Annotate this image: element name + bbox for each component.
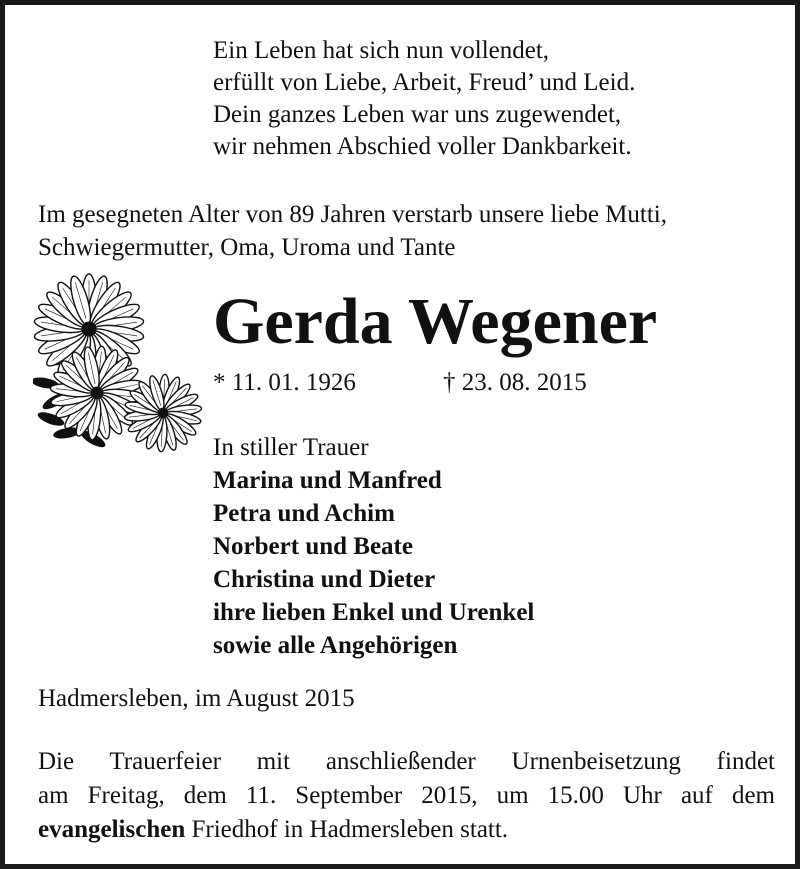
funeral-line: am Freitag, dem 11. September 2015, um 15.00 Uhr auf dem bbox=[38, 782, 775, 809]
mourner-name: Marina und Manfred bbox=[213, 467, 442, 494]
announcement-line: Schwiegermutter, Oma, Uroma und Tante bbox=[38, 234, 456, 261]
poem-line: Dein ganzes Leben war uns zugewendet, bbox=[213, 101, 622, 128]
death-date: † 23. 08. 2015 bbox=[443, 369, 587, 396]
mourner-name: Norbert und Beate bbox=[213, 533, 413, 560]
funeral-line-rest: Friedhof in Hadmersleben statt. bbox=[185, 816, 509, 843]
death-announcement bbox=[38, 198, 667, 264]
flower-center bbox=[91, 387, 104, 400]
mourning-heading: In stiller Trauer bbox=[213, 434, 369, 461]
poem-line: Ein Leben hat sich nun vollendet, bbox=[213, 37, 550, 64]
poem-line: wir nehmen Abschied voller Dankbarkeit. bbox=[213, 133, 632, 160]
memorial-poem bbox=[213, 35, 635, 163]
deceased-name: Gerda Wegener bbox=[213, 285, 658, 358]
place-and-date: Hadmersleben, im August 2015 bbox=[38, 685, 355, 712]
mourner-name: sowie alle Angehörigen bbox=[213, 632, 458, 659]
funeral-details bbox=[38, 745, 775, 847]
funeral-line bbox=[38, 813, 775, 847]
birth-date: * 11. 01. 1926 bbox=[213, 369, 356, 396]
poem-line: erfüllt von Liebe, Arbeit, Freud’ und Leid. bbox=[213, 69, 636, 96]
cemetery-type: evangelischen bbox=[38, 816, 186, 843]
mourners-list bbox=[213, 431, 534, 662]
announcement-line: Im gesegneten Alter von 89 Jahren verstarb unsere liebe Mutti, bbox=[38, 201, 667, 228]
daisy-flowers-icon bbox=[33, 273, 213, 453]
flower-center bbox=[81, 321, 96, 336]
mourner-name: ihre lieben Enkel und Urenkel bbox=[213, 599, 535, 626]
mourner-name: Petra und Achim bbox=[213, 500, 395, 527]
flower-center bbox=[158, 408, 169, 419]
funeral-line: Die Trauerfeier mit anschließender Urnenbeisetzung findet bbox=[38, 748, 775, 775]
mourner-name: Christina und Dieter bbox=[213, 566, 436, 593]
